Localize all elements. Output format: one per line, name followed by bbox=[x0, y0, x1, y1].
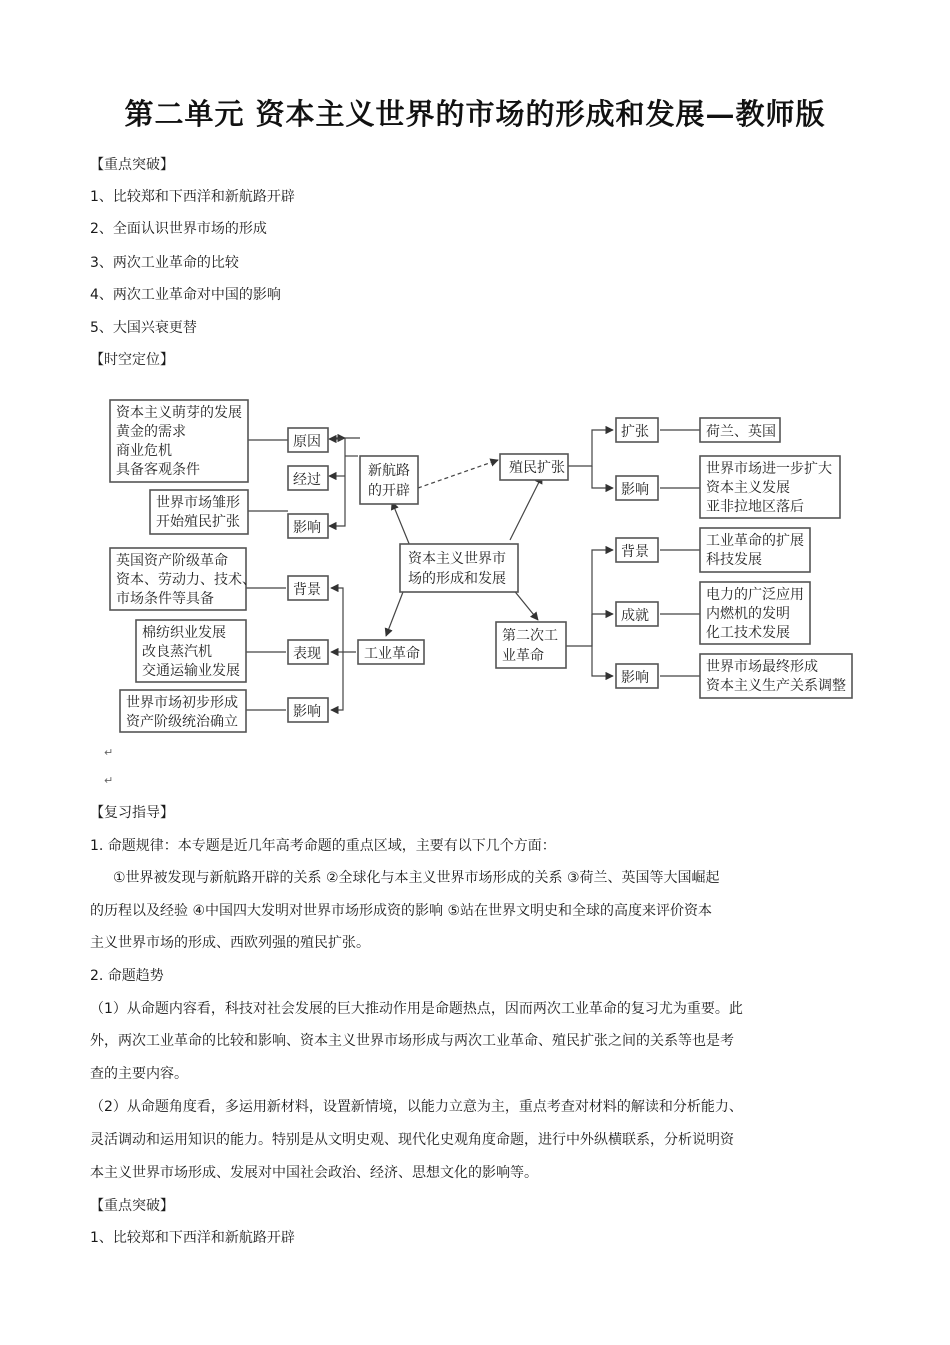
node-label: 资本主义世界市 bbox=[408, 551, 506, 567]
node-label: 荷兰、英国 bbox=[706, 424, 776, 440]
route-cause-box bbox=[110, 400, 248, 482]
rule-line: 的历程以及经验 ④中国四大发明对世界市场形成资的影响 ⑤站在世界文明史和全球的高度来评价资本 bbox=[90, 903, 712, 919]
node-label: 的开辟 bbox=[368, 483, 410, 499]
center-node bbox=[400, 544, 518, 592]
focus-item: 2、全面认识世界市场的形成 bbox=[90, 221, 267, 237]
return-mark: ↵ bbox=[104, 774, 114, 787]
focus-heading-2: 【重点突破】 bbox=[90, 1198, 174, 1214]
focus-item: 4、两次工业革命对中国的影响 bbox=[90, 287, 281, 303]
node-label: 背景 bbox=[621, 544, 649, 560]
concept-map bbox=[100, 378, 860, 750]
node-label: 世界市场最终形成 bbox=[706, 659, 818, 675]
ind-background-node bbox=[288, 576, 328, 600]
route-impact-node bbox=[288, 514, 328, 538]
node-label: 英国资产阶级革命 bbox=[116, 553, 228, 569]
sec-achievement-box bbox=[700, 582, 810, 644]
focus-item-2: 1、比较郑和下西洋和新航路开辟 bbox=[90, 1230, 295, 1246]
box-line: 商业危机 bbox=[116, 443, 172, 459]
sec-background-box bbox=[700, 528, 810, 572]
node-label: 市场条件等具备 bbox=[116, 591, 214, 607]
route-cause-node bbox=[288, 428, 328, 452]
col-expand-node bbox=[616, 418, 658, 442]
ind-impact-node bbox=[288, 698, 328, 722]
rule-line: 主义世界市场的形成、西欧列强的殖民扩张。 bbox=[90, 935, 370, 951]
timeline-heading: 【时空定位】 bbox=[90, 352, 174, 368]
node-label: 资本主义生产关系调整 bbox=[706, 678, 846, 694]
page-title: 第二单元 资本主义世界的市场的形成和发展—教师版 bbox=[124, 97, 826, 131]
node-label: 原因 bbox=[293, 434, 321, 450]
sec-impact-node bbox=[616, 664, 658, 688]
col-impact-box bbox=[700, 456, 840, 518]
trend-line: （2）从命题角度看，多运用新材料，设置新情境，以能力立意为主，重点考查对材料的解读和分析能力、 bbox=[90, 1099, 743, 1115]
col-expand-box bbox=[700, 418, 780, 442]
node-label: 改良蒸汽机 bbox=[142, 644, 212, 660]
return-mark: ↵ bbox=[104, 746, 114, 759]
sec-impact-box bbox=[700, 654, 852, 698]
focus-item: 3、两次工业革命的比较 bbox=[90, 255, 239, 271]
node-label: 第二次工 bbox=[502, 628, 558, 644]
ind-performance-node bbox=[288, 640, 328, 664]
node-label: 新航路 bbox=[368, 463, 410, 479]
sec-background-node bbox=[616, 538, 658, 562]
focus-item: 1、比较郑和下西洋和新航路开辟 bbox=[90, 189, 295, 205]
route-node bbox=[360, 456, 418, 504]
focus-item: 5、大国兴衰更替 bbox=[90, 320, 197, 336]
node-label: 工业革命 bbox=[364, 646, 420, 662]
second-node bbox=[496, 622, 566, 668]
node-label: 内燃机的发明 bbox=[706, 606, 790, 622]
col-impact-node bbox=[616, 476, 658, 500]
box-line: 世界市场雏形 bbox=[156, 495, 240, 511]
node-label: 交通运输业发展 bbox=[142, 663, 240, 679]
node-label: 成就 bbox=[621, 608, 649, 624]
ind-background-box bbox=[110, 548, 256, 610]
route-process-node bbox=[288, 466, 328, 490]
node-label: 背景 bbox=[293, 582, 321, 598]
box-line: 具备客观条件 bbox=[116, 462, 200, 478]
trend-line: 本主义世界市场形成、发展对中国社会政治、经济、思想文化的影响等。 bbox=[90, 1165, 538, 1181]
node-label: 场的形成和发展 bbox=[408, 571, 506, 587]
node-label: 影响 bbox=[293, 520, 321, 536]
ind-impact-box bbox=[120, 690, 246, 732]
focus-heading: 【重点突破】 bbox=[90, 157, 174, 173]
node-label: 亚非拉地区落后 bbox=[706, 499, 804, 515]
node-label: 化工技术发展 bbox=[706, 625, 790, 641]
trend-line: （1）从命题内容看，科技对社会发展的巨大推动作用是命题热点，因而两次工业革命的复习尤为重要。此 bbox=[90, 1001, 743, 1017]
node-label: 世界市场初步形成 bbox=[126, 695, 238, 711]
box-line: 开始殖民扩张 bbox=[156, 514, 240, 530]
review-heading: 【复习指导】 bbox=[90, 805, 174, 821]
ind-performance-box bbox=[136, 620, 246, 682]
node-label: 资本、劳动力、技术、 bbox=[116, 572, 256, 588]
box-line: 黄金的需求 bbox=[116, 424, 186, 440]
colonial-node bbox=[500, 454, 568, 480]
node-label: 世界市场进一步扩大 bbox=[706, 461, 832, 477]
node-label: 影响 bbox=[293, 704, 321, 720]
rule-label: 1. 命题规律：本专题是近几年高考命题的重点区域，主要有以下几个方面： bbox=[90, 838, 556, 854]
node-label: 电力的广泛应用 bbox=[706, 587, 804, 603]
sec-achievement-node bbox=[616, 602, 658, 626]
trend-line: 灵活调动和运用知识的能力。特别是从文明史观、现代化史观角度命题，进行中外纵横联系，分析说明资 bbox=[90, 1132, 734, 1148]
node-label: 扩张 bbox=[621, 424, 649, 440]
node-label: 影响 bbox=[621, 670, 649, 686]
industrial-node bbox=[358, 640, 424, 664]
node-label: 经过 bbox=[293, 472, 321, 488]
node-label: 殖民扩张 bbox=[509, 460, 565, 476]
node-label: 工业革命的扩展 bbox=[706, 533, 804, 549]
rule-line: ①世界被发现与新航路开辟的关系 ②全球化与本主义世界市场形成的关系 ③荷兰、英国等大国崛起 bbox=[113, 870, 720, 886]
node-label: 资本主义发展 bbox=[706, 480, 790, 496]
node-label: 表现 bbox=[293, 646, 321, 662]
route-impact-box bbox=[150, 490, 248, 534]
box-line: 资本主义萌芽的发展 bbox=[116, 405, 242, 421]
node-label: 业革命 bbox=[502, 648, 544, 664]
node-label: 科技发展 bbox=[706, 552, 762, 568]
trend-line: 外，两次工业革命的比较和影响、资本主义世界市场形成与两次工业革命、殖民扩张之间的关系等也是考 bbox=[90, 1033, 734, 1049]
trend-label: 2. 命题趋势 bbox=[90, 968, 164, 984]
node-label: 影响 bbox=[621, 482, 649, 498]
node-label: 棉纺织业发展 bbox=[142, 625, 226, 641]
trend-line: 查的主要内容。 bbox=[90, 1066, 188, 1082]
node-label: 资产阶级统治确立 bbox=[126, 714, 238, 730]
